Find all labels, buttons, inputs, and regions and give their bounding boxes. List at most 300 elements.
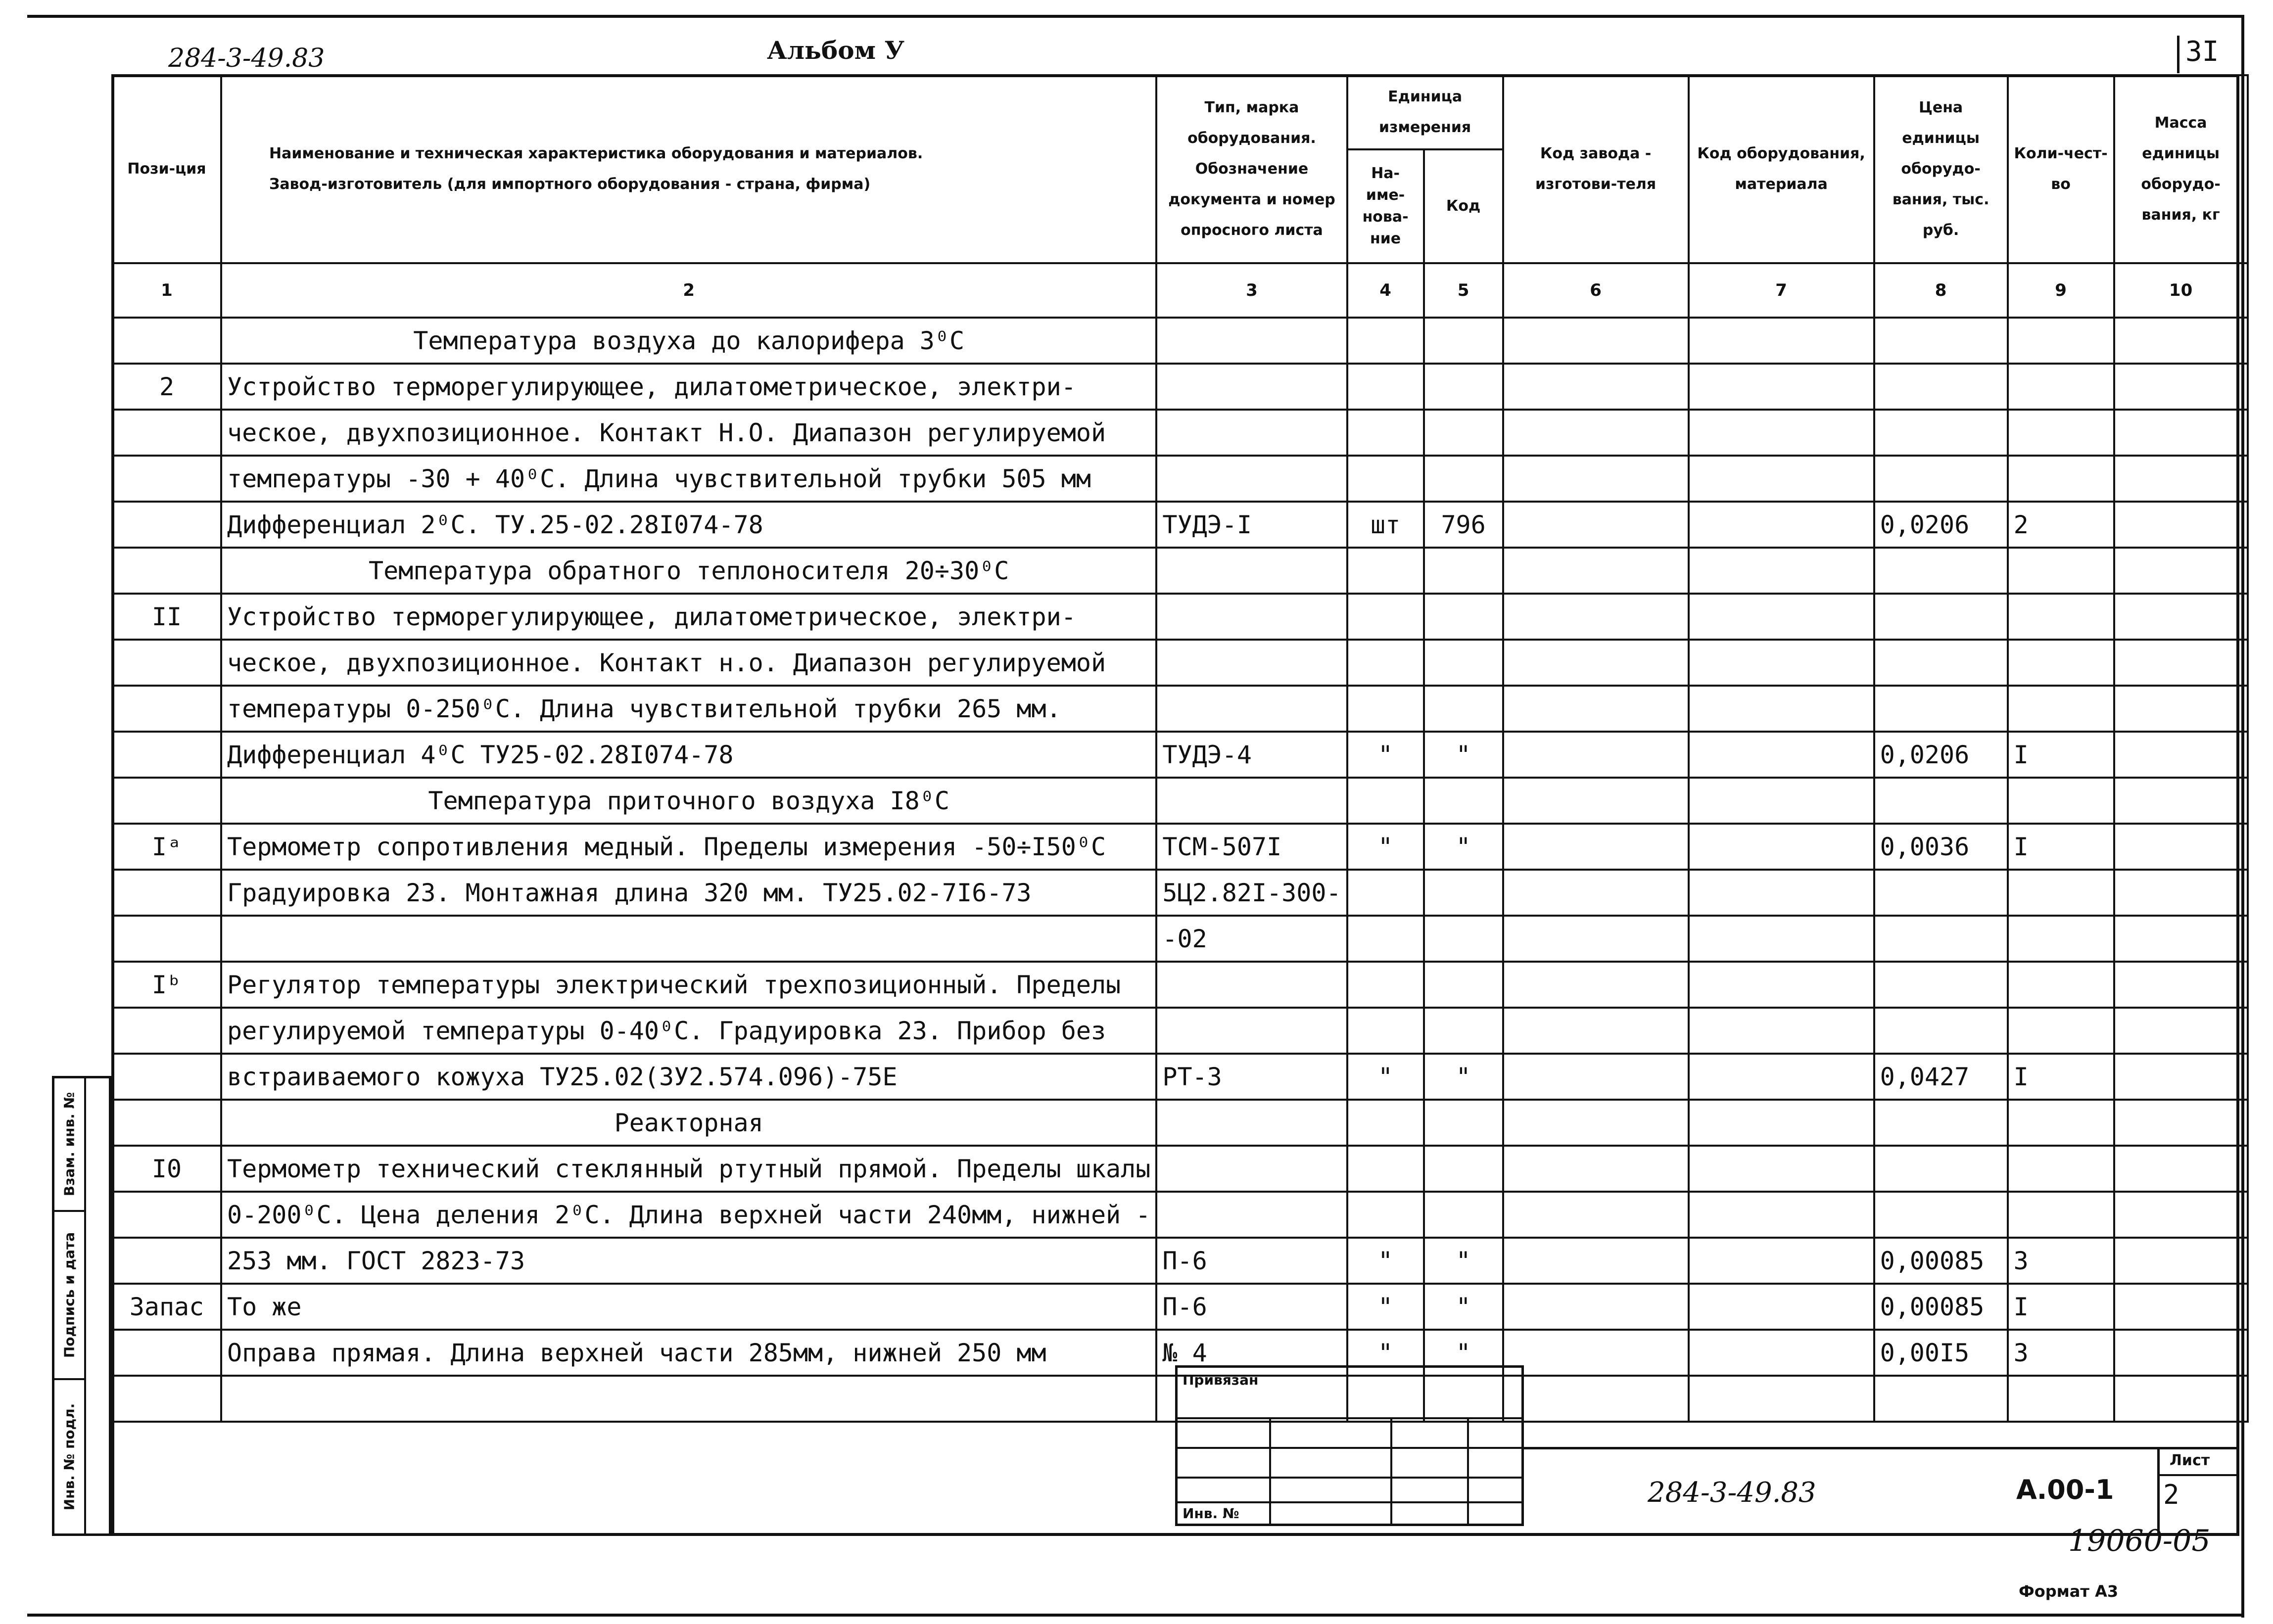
cell-pos: [112, 548, 221, 594]
cell-mass: [2114, 824, 2248, 870]
cell-name: регулируемой температуры 0-40⁰С. Градуировка 23. Прибор без: [221, 1008, 1156, 1054]
side-cell-original-inv: Инв. № подл.: [61, 1403, 78, 1511]
table-row: [112, 686, 2248, 732]
cell-type: [1156, 1146, 1347, 1192]
cell-qty: [2008, 1192, 2114, 1238]
cell-type: [1156, 364, 1347, 410]
side-strip: [52, 1076, 111, 1536]
cell-unit: [1347, 686, 1424, 732]
attachment-stamp: [1175, 1365, 1524, 1526]
cell-name: температуры -30 + 40⁰С. Длина чувствительной трубки 505 мм: [221, 456, 1156, 502]
header-name-line2: Завод-изготовитель (для импортного оборудования - страна, фирма): [269, 176, 871, 193]
column-number: 3: [1156, 263, 1347, 318]
cell-price: [1874, 962, 2008, 1008]
cell-eqcode: [1689, 594, 1874, 640]
cell-mass: [2114, 640, 2248, 686]
cell-factory: [1503, 1192, 1689, 1238]
stamp-sheet-value: 2: [2163, 1479, 2179, 1510]
table-row: [112, 1100, 2248, 1146]
cell-type: ТСМ-507I: [1156, 824, 1347, 870]
title-block-line: [1524, 1447, 2239, 1449]
cell-factory: [1503, 548, 1689, 594]
cell-mass: [2114, 1330, 2248, 1376]
cell-code: [1424, 962, 1503, 1008]
format-label: Формат А3: [2019, 1582, 2119, 1601]
cell-unit: ": [1347, 1238, 1424, 1284]
cell-qty: I: [2008, 824, 2114, 870]
cell-factory: [1503, 1054, 1689, 1100]
stamp-doc-mark: А.00-1: [2016, 1474, 2114, 1505]
cell-mass: [2114, 962, 2248, 1008]
stamp-line: [1178, 1501, 1524, 1503]
cell-unit: [1347, 318, 1424, 364]
cell-price: [1874, 364, 2008, 410]
cell-qty: [2008, 1100, 2114, 1146]
cell-eqcode: [1689, 824, 1874, 870]
cell-unit: [1347, 410, 1424, 456]
cell-eqcode: [1689, 732, 1874, 778]
cell-code: [1424, 1100, 1503, 1146]
cell-eqcode: [1689, 1330, 1874, 1376]
cell-price: [1874, 870, 2008, 916]
table-row: [112, 548, 2248, 594]
cell-qty: I: [2008, 1284, 2114, 1330]
cell-mass: [2114, 594, 2248, 640]
table-row: [112, 916, 2248, 962]
cell-price: 0,00I5: [1874, 1330, 2008, 1376]
cell-eqcode: [1689, 778, 1874, 824]
cell-mass: [2114, 548, 2248, 594]
cell-factory: [1503, 916, 1689, 962]
header-name: [221, 75, 1156, 263]
cell-eqcode: [1689, 410, 1874, 456]
cell-pos: [112, 778, 221, 824]
cell-unit: [1347, 1146, 1424, 1192]
cell-factory: [1503, 364, 1689, 410]
cell-qty: 2: [2008, 502, 2114, 548]
table-row: [112, 1054, 2248, 1100]
cell-unit: [1347, 594, 1424, 640]
cell-name: Реакторная: [221, 1100, 1156, 1146]
cell-code: [1424, 1146, 1503, 1192]
cell-price: [1874, 1008, 2008, 1054]
cell-mass: [2114, 1054, 2248, 1100]
side-strip-divider: [84, 1078, 86, 1533]
cell-eqcode: [1689, 456, 1874, 502]
cell-type: [1156, 1008, 1347, 1054]
table-row: [112, 640, 2248, 686]
cell-code: [1424, 870, 1503, 916]
specification-table: [111, 74, 2249, 1423]
cell-mass: [2114, 1284, 2248, 1330]
table-row: [112, 502, 2248, 548]
cell-mass: [2114, 732, 2248, 778]
cell-name: Температура обратного теплоносителя 20÷30⁰С: [221, 548, 1156, 594]
cell-pos: Запас: [112, 1284, 221, 1330]
outer-border-bottom: [27, 1614, 2244, 1617]
cell-name: Температура приточного воздуха I8⁰С: [221, 778, 1156, 824]
cell-qty: [2008, 640, 2114, 686]
table-row: [112, 962, 2248, 1008]
cell-eqcode: [1689, 916, 1874, 962]
column-number: 10: [2114, 263, 2248, 318]
cell-eqcode: [1689, 364, 1874, 410]
cell-eqcode: [1689, 1376, 1874, 1422]
cell-qty: [2008, 1146, 2114, 1192]
cell-code: ": [1424, 732, 1503, 778]
cell-type: [1156, 318, 1347, 364]
cell-mass: [2114, 1238, 2248, 1284]
cell-type: [1156, 410, 1347, 456]
cell-eqcode: [1689, 1192, 1874, 1238]
cell-price: [1874, 1376, 2008, 1422]
cell-name: ческое, двухпозиционное. Контакт н.о. Диапазон регулируемой: [221, 640, 1156, 686]
cell-eqcode: [1689, 1008, 1874, 1054]
cell-price: [1874, 1192, 2008, 1238]
stamp-doc-code: 284-3-49.83: [1648, 1477, 1816, 1509]
table-row: [112, 870, 2248, 916]
cell-mass: [2114, 778, 2248, 824]
cell-pos: [112, 502, 221, 548]
cell-factory: [1503, 870, 1689, 916]
cell-code: ": [1424, 1054, 1503, 1100]
cell-factory: [1503, 1330, 1689, 1376]
cell-code: [1424, 916, 1503, 962]
cell-pos: [112, 1192, 221, 1238]
column-number: 2: [221, 263, 1156, 318]
cell-qty: [2008, 318, 2114, 364]
cell-unit: ": [1347, 1284, 1424, 1330]
cell-qty: [2008, 870, 2114, 916]
stamp-inv-label: Инв. №: [1183, 1505, 1239, 1522]
column-number: 5: [1424, 263, 1503, 318]
cell-factory: [1503, 410, 1689, 456]
cell-type: [1156, 456, 1347, 502]
cell-qty: [2008, 686, 2114, 732]
cell-code: [1424, 686, 1503, 732]
cell-factory: [1503, 962, 1689, 1008]
cell-eqcode: [1689, 502, 1874, 548]
cell-factory: [1503, 1008, 1689, 1054]
cell-type: РТ-3: [1156, 1054, 1347, 1100]
header-mass: Масса единицы оборудо-вания, кг: [2114, 75, 2248, 263]
cell-code: ": [1424, 1238, 1503, 1284]
cell-name: температуры 0-250⁰С. Длина чувствительной трубки 265 мм.: [221, 686, 1156, 732]
cell-factory: [1503, 456, 1689, 502]
cell-eqcode: [1689, 870, 1874, 916]
cell-qty: [2008, 364, 2114, 410]
cell-factory: [1503, 732, 1689, 778]
cell-mass: [2114, 1192, 2248, 1238]
cell-unit: ": [1347, 824, 1424, 870]
title-block-line: [2157, 1474, 2239, 1476]
cell-code: [1424, 594, 1503, 640]
cell-price: [1874, 778, 2008, 824]
outer-border-top: [27, 15, 2244, 18]
cell-name: Термометр сопротивления медный. Пределы измерения -50÷I50⁰С: [221, 824, 1156, 870]
cell-mass: [2114, 364, 2248, 410]
cell-qty: [2008, 1008, 2114, 1054]
cell-type: № 4: [1156, 1330, 1347, 1376]
sheet-number: 3I: [2177, 36, 2219, 73]
cell-code: [1424, 318, 1503, 364]
cell-eqcode: [1689, 1146, 1874, 1192]
stamp-line: [1269, 1417, 1271, 1526]
cell-code: [1424, 410, 1503, 456]
cell-unit: [1347, 962, 1424, 1008]
column-number-row: [112, 263, 2248, 318]
cell-price: [1874, 410, 2008, 456]
cell-price: 0,00085: [1874, 1238, 2008, 1284]
cell-unit: шт: [1347, 502, 1424, 548]
header-name-line1: Наименование и техническая характеристика оборудования и материалов.: [269, 145, 923, 162]
cell-factory: [1503, 1284, 1689, 1330]
cell-unit: [1347, 1008, 1424, 1054]
cell-mass: [2114, 870, 2248, 916]
cell-mass: [2114, 686, 2248, 732]
cell-eqcode: [1689, 1238, 1874, 1284]
cell-price: [1874, 594, 2008, 640]
cell-mass: [2114, 456, 2248, 502]
cell-pos: [112, 686, 221, 732]
cell-eqcode: [1689, 318, 1874, 364]
cell-factory: [1503, 778, 1689, 824]
cell-pos: [112, 410, 221, 456]
cell-name: Дифференциал 4⁰С ТУ25-02.28I074-78: [221, 732, 1156, 778]
cell-qty: [2008, 548, 2114, 594]
cell-type: [1156, 640, 1347, 686]
cell-unit: ": [1347, 1054, 1424, 1100]
column-number: 6: [1503, 263, 1689, 318]
cell-price: [1874, 640, 2008, 686]
cell-code: [1424, 548, 1503, 594]
cell-factory: [1503, 686, 1689, 732]
cell-code: 796: [1424, 502, 1503, 548]
cell-qty: 3: [2008, 1330, 2114, 1376]
cell-name: [221, 1376, 1156, 1422]
stamp-line: [1178, 1447, 1524, 1449]
table-row: [112, 732, 2248, 778]
cell-unit: [1347, 870, 1424, 916]
table-row: [112, 410, 2248, 456]
cell-name: Температура воздуха до калорифера 3⁰С: [221, 318, 1156, 364]
cell-qty: [2008, 410, 2114, 456]
cell-mass: [2114, 410, 2248, 456]
cell-price: 0,0206: [1874, 502, 2008, 548]
cell-name: Устройство терморегулирующее, дилатометрическое, электри-: [221, 594, 1156, 640]
cell-code: [1424, 364, 1503, 410]
cell-mass: [2114, 502, 2248, 548]
album-title: Альбом У: [767, 36, 905, 65]
cell-code: [1424, 1192, 1503, 1238]
cell-qty: [2008, 1376, 2114, 1422]
cell-name: Градуировка 23. Монтажная длина 320 мм. ТУ25.02-7I6-73: [221, 870, 1156, 916]
cell-pos: [112, 456, 221, 502]
cell-price: [1874, 318, 2008, 364]
cell-price: 0,00085: [1874, 1284, 2008, 1330]
cell-pos: [112, 870, 221, 916]
cell-factory: [1503, 1146, 1689, 1192]
cell-pos: 2: [112, 364, 221, 410]
cell-code: [1424, 640, 1503, 686]
cell-mass: [2114, 1100, 2248, 1146]
cell-code: [1424, 1008, 1503, 1054]
cell-mass: [2114, 1376, 2248, 1422]
cell-code: ": [1424, 824, 1503, 870]
cell-price: [1874, 686, 2008, 732]
cell-eqcode: [1689, 640, 1874, 686]
cell-type: [1156, 686, 1347, 732]
cell-pos: [112, 916, 221, 962]
cell-type: [1156, 548, 1347, 594]
side-cell-signature: Подпись и дата: [54, 1212, 84, 1380]
cell-type: -02: [1156, 916, 1347, 962]
stamp-attached-label: Привязан: [1183, 1372, 1259, 1388]
table-row: [112, 318, 2248, 364]
cell-pos: [112, 732, 221, 778]
cell-name: Регулятор температуры электрический трехпозиционный. Пределы: [221, 962, 1156, 1008]
cell-type: ТУДЭ-4: [1156, 732, 1347, 778]
table-row: [112, 1284, 2248, 1330]
cell-name: встраиваемого кожуха ТУ25.02(3У2.574.096)-75Е: [221, 1054, 1156, 1100]
cell-eqcode: [1689, 962, 1874, 1008]
title-block-line: [2157, 1447, 2160, 1536]
table-body: [112, 318, 2248, 1422]
cell-price: [1874, 548, 2008, 594]
cell-name: Термометр технический стеклянный ртутный прямой. Пределы шкалы: [221, 1146, 1156, 1192]
table-row: [112, 778, 2248, 824]
cell-unit: [1347, 1192, 1424, 1238]
stamp-line: [1178, 1417, 1524, 1419]
cell-factory: [1503, 824, 1689, 870]
cell-mass: [2114, 916, 2248, 962]
doc-code-top: 284-3-49.83: [168, 44, 325, 73]
table-row: [112, 1008, 2248, 1054]
cell-code: [1424, 456, 1503, 502]
cell-type: [1156, 1100, 1347, 1146]
cell-qty: [2008, 594, 2114, 640]
cell-pos: I0: [112, 1146, 221, 1192]
header-unit-code: Код: [1424, 149, 1503, 263]
cell-qty: [2008, 778, 2114, 824]
header-factory-code: Код завода - изготови-теля: [1503, 75, 1689, 263]
cell-pos: II: [112, 594, 221, 640]
header-equipment-code: Код оборудования, материала: [1689, 75, 1874, 263]
cell-price: [1874, 916, 2008, 962]
stamp-line: [1467, 1417, 1469, 1526]
cell-eqcode: [1689, 1054, 1874, 1100]
cell-factory: [1503, 594, 1689, 640]
side-cell-replaced-inv: Взам. инв. №: [54, 1078, 84, 1212]
table-row: [112, 364, 2248, 410]
cell-name: 0-200⁰С. Цена деления 2⁰С. Длина верхней части 240мм, нижней -: [221, 1192, 1156, 1238]
cell-price: [1874, 1146, 2008, 1192]
column-number: 7: [1689, 263, 1874, 318]
cell-qty: I: [2008, 732, 2114, 778]
table-row: [112, 594, 2248, 640]
cell-pos: [112, 1008, 221, 1054]
cell-mass: [2114, 1008, 2248, 1054]
cell-type: 5Ц2.82I-300-: [1156, 870, 1347, 916]
cell-unit: [1347, 456, 1424, 502]
cell-type: П-6: [1156, 1284, 1347, 1330]
cell-pos: [112, 318, 221, 364]
cell-unit: ": [1347, 732, 1424, 778]
stamp-sheet-label: Лист: [2170, 1452, 2210, 1469]
cell-type: [1156, 594, 1347, 640]
stamp-line: [1390, 1417, 1392, 1526]
cell-pos: [112, 1054, 221, 1100]
cell-eqcode: [1689, 1100, 1874, 1146]
header-unit-name: На-име-нова-ние: [1347, 149, 1424, 263]
cell-name: То же: [221, 1284, 1156, 1330]
header-quantity: Коли-чест-во: [2008, 75, 2114, 263]
cell-pos: [112, 1238, 221, 1284]
cell-factory: [1503, 318, 1689, 364]
cell-qty: I: [2008, 1054, 2114, 1100]
cell-factory: [1503, 1100, 1689, 1146]
cell-unit: [1347, 1100, 1424, 1146]
header-unit-group: Единица измерения: [1347, 75, 1503, 149]
cell-code: ": [1424, 1330, 1503, 1376]
cell-price: 0,0206: [1874, 732, 2008, 778]
cell-pos: Iᵇ: [112, 962, 221, 1008]
cell-type: [1156, 1192, 1347, 1238]
cell-name: Устройство терморегулирующее, дилатометрическое, электри-: [221, 364, 1156, 410]
cell-factory: [1503, 1238, 1689, 1284]
cell-eqcode: [1689, 548, 1874, 594]
table-row: [112, 1238, 2248, 1284]
cell-name: [221, 916, 1156, 962]
cell-pos: [112, 640, 221, 686]
table-row: [112, 456, 2248, 502]
cell-unit: [1347, 916, 1424, 962]
cell-code: ": [1424, 1284, 1503, 1330]
cell-mass: [2114, 318, 2248, 364]
column-number: 4: [1347, 263, 1424, 318]
cell-type: ТУДЭ-I: [1156, 502, 1347, 548]
cell-type: П-6: [1156, 1238, 1347, 1284]
table-row: [112, 1146, 2248, 1192]
cell-name: 253 мм. ГОСТ 2823-73: [221, 1238, 1156, 1284]
table-row: [112, 1192, 2248, 1238]
column-number: 9: [2008, 263, 2114, 318]
cell-unit: [1347, 548, 1424, 594]
archive-number: 19060-05: [2068, 1524, 2211, 1558]
cell-name: Дифференциал 2⁰С. ТУ.25-02.28I074-78: [221, 502, 1156, 548]
header-price: Цена единицы оборудо-вания, тыс. руб.: [1874, 75, 2008, 263]
cell-price: 0,0427: [1874, 1054, 2008, 1100]
cell-unit: [1347, 778, 1424, 824]
cell-eqcode: [1689, 1284, 1874, 1330]
cell-qty: [2008, 916, 2114, 962]
cell-mass: [2114, 1146, 2248, 1192]
cell-qty: 3: [2008, 1238, 2114, 1284]
cell-pos: [112, 1376, 221, 1422]
cell-pos: Iᵃ: [112, 824, 221, 870]
cell-pos: [112, 1100, 221, 1146]
cell-unit: [1347, 640, 1424, 686]
cell-type: [1156, 778, 1347, 824]
cell-name: Оправа прямая. Длина верхней части 285мм, нижней 250 мм: [221, 1330, 1156, 1376]
cell-factory: [1503, 1376, 1689, 1422]
stamp-line: [1178, 1477, 1524, 1479]
cell-qty: [2008, 456, 2114, 502]
header-type: Тип, марка оборудования. Обозначение документа и номер опросного листа: [1156, 75, 1347, 263]
cell-code: [1424, 778, 1503, 824]
cell-name: ческое, двухпозиционное. Контакт Н.О. Диапазон регулируемой: [221, 410, 1156, 456]
cell-pos: [112, 1330, 221, 1376]
